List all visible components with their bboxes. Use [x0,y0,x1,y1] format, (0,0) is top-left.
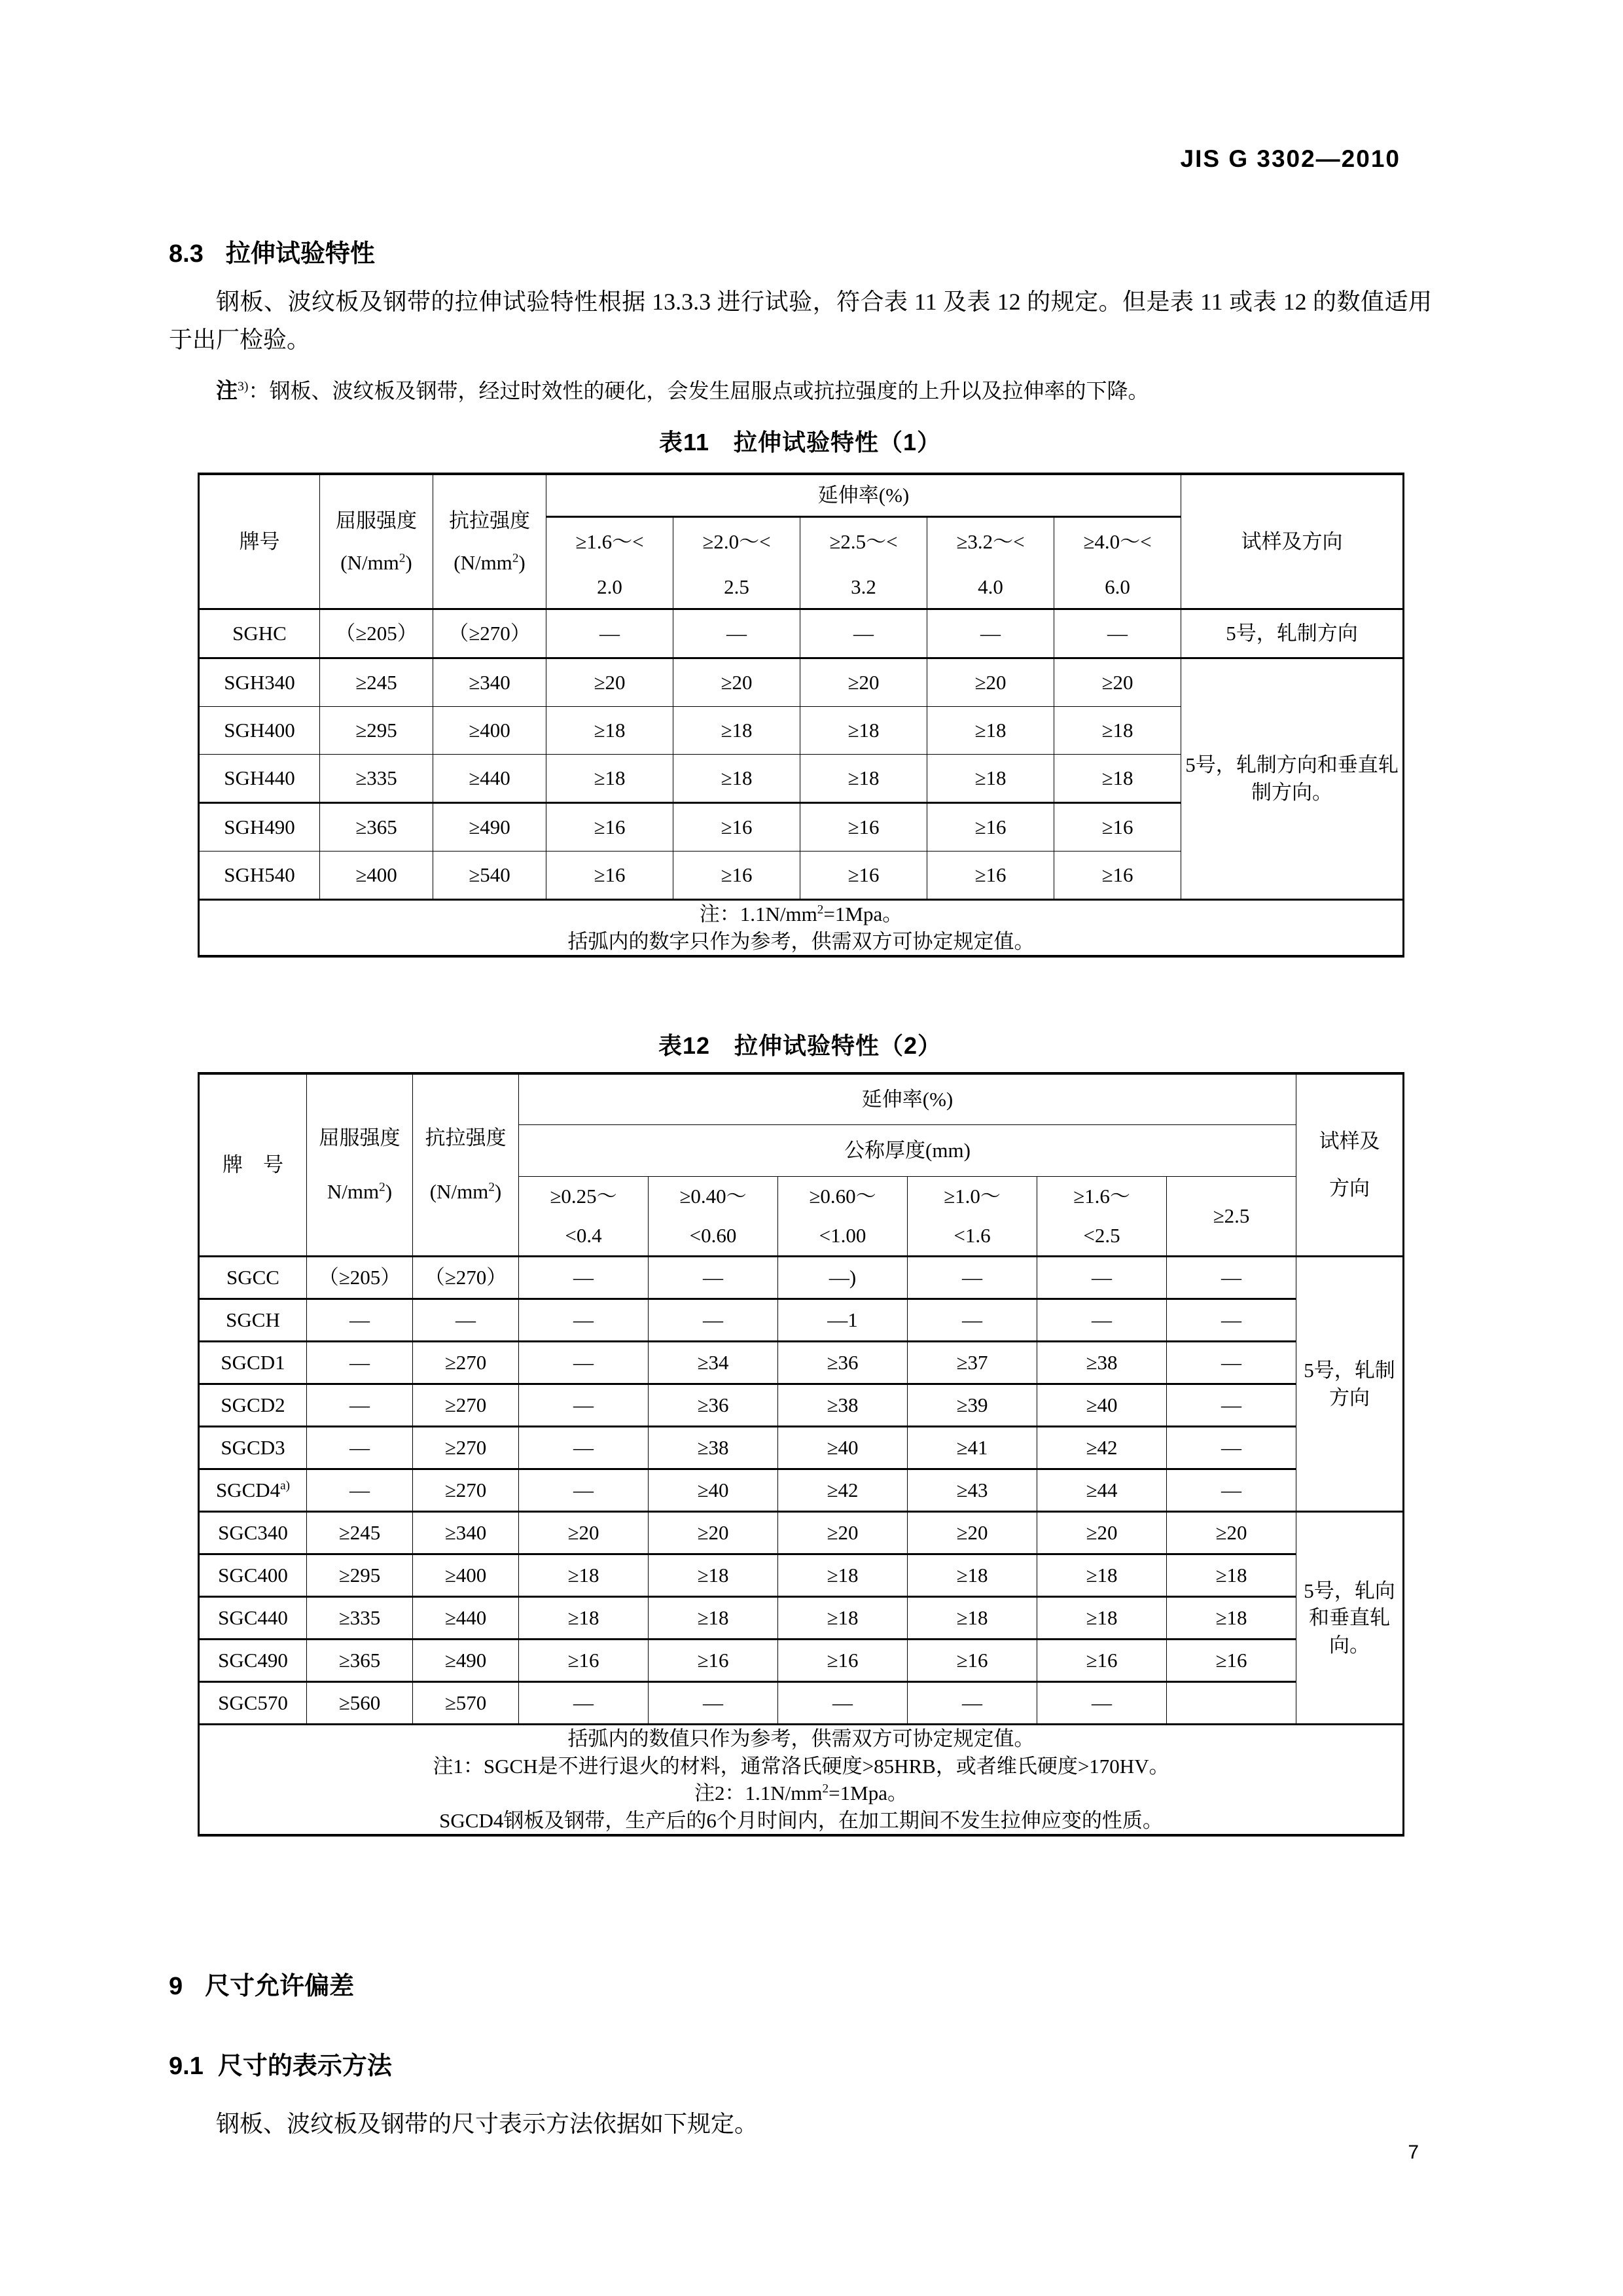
table-12-cell-elong: — [519,1682,649,1725]
table-11-cell-yield: ≥335 [320,755,433,803]
table-11-wrapper [198,473,1404,958]
table-12-cell-elong: — [519,1257,649,1299]
table-row [199,1640,1404,1682]
table-12-cell-grade: SGC340 [199,1512,307,1554]
table-12-cell-elong: ≥16 [778,1640,908,1682]
table-12-cell-elong: ≥16 [649,1640,778,1682]
section-heading-9-1 [169,2045,392,2081]
table-11-cell-elong: ≥18 [1054,707,1181,755]
table-12-cell-elong: ≥20 [649,1512,778,1554]
section-heading-8-3 [169,233,375,269]
table-12-cell-elong: ≥18 [1037,1554,1167,1597]
table-12-cell-yield: — [307,1469,413,1512]
table-12-th-range-3-top: ≥0.60～ [778,1177,908,1217]
table-12-cell-elong: — [1037,1682,1167,1725]
table-12-th-thickness-group: 公称厚度(mm) [519,1125,1296,1177]
table-12-cell-yield: ≥245 [307,1512,413,1554]
table-11-cell-elong: ≥16 [800,803,927,852]
table-11-cell-tensile: ≥340 [433,658,546,707]
section-8-3-paragraph: 钢板、波纹板及钢带的拉伸试验特性根据 13.3.3 进行试验，符合表 11 及表 12 的规定。但是表 11 或表 12 的数值适用于出厂检验。 [169,289,1432,353]
table-12-th-range-6: ≥2.5 [1167,1177,1296,1257]
table-12-cell-elong: — [908,1682,1037,1725]
table-11-cell-grade: SGH340 [199,658,320,707]
table-11-th-range-5-top: ≥4.0～< [1054,517,1181,567]
table-12-cell-elong: ≥20 [519,1512,649,1554]
table-row [199,1384,1404,1427]
table-12-cell-elong: ≥36 [778,1342,908,1384]
table-12-cell-elong: ≥40 [1037,1384,1167,1427]
table-11-th-range-4-top: ≥3.2～< [927,517,1054,567]
table-12-cell-elong: ≥16 [1167,1640,1296,1682]
table-11-cell-elong: ≥18 [800,755,927,803]
table-11-cell-elong: ≥16 [546,852,673,900]
section-number-9-1: 9.1 [169,2053,204,2080]
table-11-cell-yield: ≥400 [320,852,433,900]
table-11-th-tensile [433,474,546,609]
table-11-cell-elong: ≥18 [927,755,1054,803]
table-12-th-tensile-unit: $(N/mm^2)$ [429,1180,502,1203]
table-12-cell-elong: ≥18 [778,1554,908,1597]
table-12-cell-elong: — [778,1682,908,1725]
table-row [199,1597,1404,1640]
table-row [199,1469,1404,1512]
table-12-cell-elong: —1 [778,1299,908,1342]
table-12-cell-yield: — [307,1384,413,1427]
table-11-cell-elong: ≥18 [673,755,800,803]
table-12-cell-elong: — [1037,1299,1167,1342]
table-12-cell-elong: ≥18 [908,1554,1037,1597]
table-11-cell-elong: ≥16 [673,852,800,900]
table-12-cell-elong: ≥44 [1037,1469,1167,1512]
table-11-cell-elong: ≥18 [800,707,927,755]
table-12-th-elongation-group: 延伸率(%) [519,1073,1296,1125]
table-12-cell-elong [1167,1682,1296,1725]
table-11-footnotes [199,900,1404,957]
table-12-cell-elong: ≥16 [1037,1640,1167,1682]
table-12-cell-yield: ≥335 [307,1597,413,1640]
table-11-cell-yield: （≥205） [320,609,433,658]
table-row [199,609,1404,658]
table-12-cell-elong: ≥40 [649,1469,778,1512]
table-11-cell-elong: — [800,609,927,658]
table-11-cell-elong: ≥16 [800,852,927,900]
table-12-cell-elong: ≥18 [778,1597,908,1640]
table-12-th-grade: 牌 号 [199,1073,307,1257]
table-12-cell-elong: ≥37 [908,1342,1037,1384]
table-12-cell-elong: ≥18 [1167,1597,1296,1640]
table-12-th-range-5-top: ≥1.6～ [1037,1177,1167,1217]
table-12-cell-elong: ≥20 [1037,1512,1167,1554]
table-11-cell-direction: 5号，轧制方向 [1181,609,1404,658]
table-12-cell-grade: SGCC [199,1257,307,1299]
table-11-cell-elong: ≥20 [673,658,800,707]
table-12-cell-elong: ≥18 [908,1597,1037,1640]
table-12-cell-tensile: ≥440 [413,1597,519,1640]
table-11-cell-tensile: ≥540 [433,852,546,900]
table-12-cell-tensile: ≥400 [413,1554,519,1597]
table-11-cell-elong: ≥20 [927,658,1054,707]
table-11 [198,473,1404,958]
table-12-cell-elong: — [519,1299,649,1342]
table-12-cell-yield: — [307,1342,413,1384]
section-heading-9 [169,1965,354,2001]
table-11-cell-elong: ≥16 [1054,852,1181,900]
table-11-cell-elong: ≥18 [546,755,673,803]
table-row [199,1682,1404,1725]
table-12-cell-direction: 5号，轧向和垂直轧向。 [1296,1512,1404,1725]
table-11-cell-tensile: ≥400 [433,707,546,755]
table-12-cell-elong: ≥18 [1037,1597,1167,1640]
table-11-th-range-2-top: ≥2.0～< [673,517,800,567]
table-12-cell-elong: — [908,1257,1037,1299]
table-12-cell-tensile: ≥270 [413,1469,519,1512]
table-12-cell-tensile: ≥270 [413,1342,519,1384]
table-11-cell-elong: ≥18 [673,707,800,755]
table-11-th-tensile-label: 抗拉强度 [449,509,530,532]
note-superscript: 3) [238,379,249,394]
table-11-th-range-4-bottom: 4.0 [927,566,1054,609]
table-11-cell-grade: SGH490 [199,803,320,852]
table-12-cell-yield: — [307,1299,413,1342]
table-12-cell-grade: SGC400 [199,1554,307,1597]
table-11-footnotes-row [199,900,1404,957]
table-12-th-sample-direction [1296,1073,1404,1257]
table-12-cell-elong: ≥40 [778,1427,908,1469]
table-12-cell-yield: ≥560 [307,1682,413,1725]
table-11-th-range-5-bottom: 6.0 [1054,566,1181,609]
table-12-th-range-4-bottom: <1.6 [908,1216,1037,1257]
table-11-cell-grade: SGH540 [199,852,320,900]
table-12-th-range-1-bottom: <0.4 [519,1216,649,1257]
table-12-cell-elong: ≥16 [519,1640,649,1682]
table-12-cell-grade: SGCD4$^{a)}$ [199,1469,307,1512]
table-12-cell-elong: ≥42 [778,1469,908,1512]
table-11-cell-grade: SGH440 [199,755,320,803]
table-11-th-elongation-group: 延伸率(%) [546,474,1181,517]
table-12-cell-elong: ≥38 [649,1427,778,1469]
table-12-footnotes-row [199,1725,1404,1836]
section-9-1-paragraph: 钢板、波纹板及钢带的尺寸表示方法依据如下规定。 [216,2111,758,2137]
table-row [199,658,1404,707]
table-12-header-row-1 [199,1073,1404,1125]
table-12-footnote-note2: 注2：$1.1N/mm^2=1Mpa$。 [694,1782,908,1805]
table-12-th-yield [307,1073,413,1257]
table-12-cell-tensile: ≥270 [413,1427,519,1469]
table-11-cell-elong: ≥20 [800,658,927,707]
table-12-th-yield-unit: $N/mm^2$) [327,1180,393,1203]
table-11-th-range-3-bottom: 3.2 [800,566,927,609]
table-11-cell-tensile: ≥490 [433,803,546,852]
table-11-cell-elong: ≥18 [546,707,673,755]
page-number: 7 [1408,2142,1419,2163]
table-11-th-sample-direction: 试样及方向 [1181,474,1404,609]
table-12-cell-grade: SGCD1 [199,1342,307,1384]
table-12-cell-elong: ≥16 [908,1640,1037,1682]
table-12-cell-elong: — [1167,1299,1296,1342]
table-row [199,1427,1404,1469]
table-11-th-grade: 牌号 [199,474,320,609]
table-12-cell-elong: ≥20 [908,1512,1037,1554]
table-12-footnote-bracket: 括弧内的数值只作为参考，供需双方可协定规定值。 [567,1727,1035,1750]
table-12-cell-elong: ≥18 [519,1554,649,1597]
table-11-footnote-bracket: 括弧内的数字只作为参考，供需双方可协定规定值。 [567,929,1035,953]
table-12-cell-elong: ≥20 [1167,1512,1296,1554]
table-12-cell-tensile: — [413,1299,519,1342]
table-12-cell-elong: ≥39 [908,1384,1037,1427]
table-12-cell-grade: SGCD3 [199,1427,307,1469]
table-12-cell-grade: SGCD2 [199,1384,307,1427]
table-11-cell-elong: ≥20 [1054,658,1181,707]
table-11-cell-elong: ≥18 [927,707,1054,755]
table-12-caption: 表12 拉伸试验特性（2） [658,1032,942,1059]
table-12-grade-footnote-marker: a) [280,1479,291,1493]
table-12-cell-elong: ≥38 [1037,1342,1167,1384]
section-number-9: 9 [169,1973,183,2000]
table-11-footnote-unit: 注：$1.1N/mm^2=1Mpa$。 [699,903,903,925]
table-11-th-range-1-top: ≥1.6～< [546,517,673,567]
table-11-cell-grade: SGHC [199,609,320,658]
table-12-cell-elong: —) [778,1257,908,1299]
table-12-cell-elong: ≥43 [908,1469,1037,1512]
table-12-cell-yield: ≥365 [307,1640,413,1682]
section-8-3-note [169,374,1452,407]
table-11-cell-elong: ≥20 [546,658,673,707]
table-12-cell-elong: ≥20 [778,1512,908,1554]
table-12-footnote-note1: 注1：SGCH是不进行退火的材料，通常洛氏硬度>85HRB，或者维氏硬度>170HV。 [433,1754,1169,1778]
table-11-cell-tensile: ≥440 [433,755,546,803]
table-12-cell-elong: — [519,1469,649,1512]
table-11-cell-elong: — [927,609,1054,658]
section-title-9: 尺寸允许偏差 [205,1973,355,2000]
table-12-cell-elong: ≥41 [908,1427,1037,1469]
table-11-th-range-1-bottom: 2.0 [546,566,673,609]
table-11-cell-yield: ≥365 [320,803,433,852]
table-row [199,1512,1404,1554]
table-11-cell-elong: ≥16 [927,852,1054,900]
table-12-cell-elong: — [1167,1384,1296,1427]
table-12-th-sample-direction-line1: 试样及 [1319,1130,1380,1153]
table-12-th-range-3-bottom: <1.00 [778,1216,908,1257]
table-11-cell-direction: 5号，轧制方向和垂直轧制方向。 [1181,658,1404,900]
table-11-th-yield-unit: $(N/mm^2)$ [340,550,412,574]
table-11-th-yield [320,474,433,609]
table-12-cell-elong: ≥18 [519,1597,649,1640]
table-12-cell-elong: — [1167,1257,1296,1299]
table-11-cell-elong: — [673,609,800,658]
table-12-cell-elong: — [1167,1342,1296,1384]
table-12-cell-elong: — [649,1257,778,1299]
table-11-cell-elong: — [1054,609,1181,658]
table-12-footnote-a: SGCD4钢板及钢带，生产后的6个月时间内，在加工期间不发生拉伸应变的性质。 [439,1808,1163,1832]
table-12-cell-tensile: ≥270 [413,1384,519,1427]
table-12-cell-tensile: ≥490 [413,1640,519,1682]
table-11-cell-elong: ≥18 [1054,755,1181,803]
table-11-cell-elong: — [546,609,673,658]
table-12-wrapper [198,1072,1404,1837]
table-12-cell-yield: ≥295 [307,1554,413,1597]
table-12-cell-elong: — [519,1342,649,1384]
table-12-cell-elong: ≥18 [649,1554,778,1597]
table-12 [198,1072,1404,1837]
table-12-cell-elong: ≥36 [649,1384,778,1427]
table-11-caption: 表11 拉伸试验特性（1） [658,429,942,456]
table-12-th-range-4-top: ≥1.0～ [908,1177,1037,1217]
table-12-th-range-2-top: ≥0.40～ [649,1177,778,1217]
table-12-cell-elong: ≥18 [1167,1554,1296,1597]
table-row [199,1299,1404,1342]
table-12-cell-elong: — [1167,1469,1296,1512]
table-11-cell-grade: SGH400 [199,707,320,755]
table-12-cell-elong: ≥34 [649,1342,778,1384]
table-12-cell-grade: SGC440 [199,1597,307,1640]
table-12-th-yield-label: 屈服强度 [319,1126,401,1150]
table-12-cell-grade: SGC490 [199,1640,307,1682]
table-12-cell-tensile: ≥570 [413,1682,519,1725]
table-11-cell-yield: ≥245 [320,658,433,707]
table-11-th-tensile-unit: $(N/mm^2)$ [454,550,526,574]
table-11-cell-yield: ≥295 [320,707,433,755]
table-11-cell-elong: ≥16 [546,803,673,852]
table-11-th-yield-label: 屈服强度 [336,509,417,532]
table-12-th-sample-direction-line2: 方向 [1329,1177,1370,1200]
table-12-footnotes [199,1725,1404,1836]
table-12-cell-direction: 5号，轧制方向 [1296,1257,1404,1512]
table-12-cell-elong: — [908,1299,1037,1342]
table-11-th-range-3-top: ≥2.5～< [800,517,927,567]
table-12-cell-yield: — [307,1427,413,1469]
note-label: 注 [216,378,238,403]
table-11-cell-elong: ≥16 [927,803,1054,852]
section-title-9-1: 尺寸的表示方法 [217,2053,392,2080]
table-11-header-row-1 [199,474,1404,517]
section-title-8-3: 拉伸试验特性 [225,240,375,268]
table-12-cell-elong: — [1167,1427,1296,1469]
table-12-cell-grade: SGC570 [199,1682,307,1725]
table-12-th-range-5-bottom: <2.5 [1037,1216,1167,1257]
table-12-cell-elong: — [649,1682,778,1725]
table-row [199,1257,1404,1299]
table-11-cell-tensile: （≥270） [433,609,546,658]
table-12-th-tensile [413,1073,519,1257]
table-12-cell-elong: ≥38 [778,1384,908,1427]
document-header-standard-id: JIS G 3302—2010 [1180,145,1400,172]
note-text: ：钢板、波纹板及钢带，经过时效性的硬化，会发生屈服点或抗拉强度的上升以及拉伸率的下降。 [248,379,1149,403]
table-12-cell-tensile: ≥340 [413,1512,519,1554]
table-12-cell-elong: — [1037,1257,1167,1299]
table-12-cell-elong: — [519,1384,649,1427]
table-row [199,1554,1404,1597]
section-number-8-3: 8.3 [169,240,204,268]
table-11-cell-elong: ≥16 [673,803,800,852]
table-12-cell-elong: — [649,1299,778,1342]
table-12-cell-yield: （≥205） [307,1257,413,1299]
table-row [199,1342,1404,1384]
table-11-th-range-2-bottom: 2.5 [673,566,800,609]
table-12-cell-grade: SGCH [199,1299,307,1342]
table-12-th-tensile-label: 抗拉强度 [425,1126,507,1150]
table-12-cell-elong: ≥42 [1037,1427,1167,1469]
table-12-cell-tensile: （≥270） [413,1257,519,1299]
table-11-cell-elong: ≥16 [1054,803,1181,852]
table-12-th-range-1-top: ≥0.25～ [519,1177,649,1217]
table-12-cell-elong: — [519,1427,649,1469]
table-12-th-range-2-bottom: <0.60 [649,1216,778,1257]
table-12-cell-elong: ≥18 [649,1597,778,1640]
